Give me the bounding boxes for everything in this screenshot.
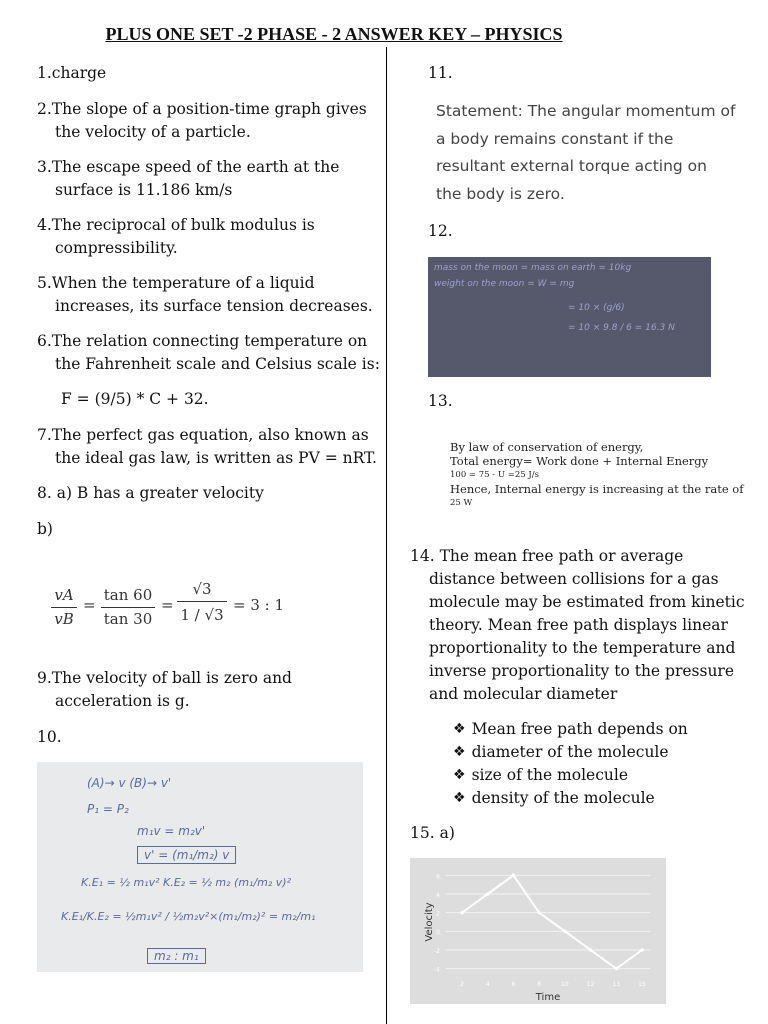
column-divider [386,47,387,1024]
answer-12-handwritten-photo: mass on the moon = mass on earth = 10kg weight on the moon = W = mg = 10 × (g/6) = 10 × 9.8 / 6 = 16.3 N [428,257,711,377]
answer-15a-label: 15. a) [410,824,455,842]
velocity-time-chart [410,858,666,1004]
x-tick-label: 6 [511,981,516,988]
x-tick-label: 15 [638,981,646,988]
page-title: PLUS ONE SET -2 PHASE - 2 ANSWER KEY – PHYSICS [105,24,563,44]
diamond-bullet-icon: ❖ [453,767,466,783]
answer-8a: 8. a) B has a greater velocity [37,484,264,502]
answer-3: 3.The escape speed of the earth at the surface is 11.186 km/s [37,158,340,199]
x-tick-label: 10 [561,981,569,988]
diamond-bullet-icon: ❖ [453,790,466,806]
data-point [537,911,541,915]
angular-momentum-statement: Statement: The angular momentum of a body remains constant if the resultant external torque acting on the body is zero. [436,102,736,203]
y-tick-label: 0 [436,929,440,937]
y-axis-label: Velocity [424,902,435,942]
mean-free-path-list [410,718,755,810]
data-point [589,948,593,952]
velocity-time-chart-svg [410,858,666,1004]
answer-4: 4.The reciprocal of bulk modulus is compressibility. [37,216,315,257]
answer-7: 7.The perfect gas equation, also known as the ideal gas law, is written as PV = nRT. [37,426,377,467]
data-point [640,948,644,952]
series-line [462,875,642,968]
x-tick-label: 12 [586,981,595,988]
answer-14: 14. The mean free path or average distance between collisions for a gas molecule may be estimated from kinetic theory. Mean free path displays linear proportionality to the temperature and inverse proportionality to the pressure and molecular diameter ❖ Mean free path depends on ❖ diameter of the molecule ❖ size of the molecule ❖ density of the molecule [410,545,755,810]
x-tick-label: 4 [485,981,490,988]
data-point [512,874,516,878]
diamond-bullet-icon: ❖ [453,744,466,760]
answer-6: 6.The relation connecting temperature on the Fahrenheit scale and Celsius scale is: [37,332,380,373]
list-item: ❖ density of the molecule [453,787,755,810]
answer-13-label: 13. [428,392,453,410]
list-item: ❖ Mean free path depends on [453,718,755,741]
answer-10-handwritten-photo: (A)→ v (B)→ v' P₁ = P₂ m₁v = m₂v' v' = (m₁/m₂) v K.E₁ = ½ m₁v² K.E₂ = ½ m₂ (m₁/m₂ v)² K.E₁/K.E₂ = ½m₁v² / ½m₂v²×(m₁/m₂)² = m₂/m₁ m₂ : m₁ [37,762,363,972]
answer-12-label: 12. [428,222,453,240]
answer-1: 1.charge [37,64,107,82]
answer-11-label: 11. [428,64,453,82]
y-tick-label: 2 [436,910,440,918]
data-point [460,911,464,915]
x-tick-label: 8 [537,981,542,988]
answer-10-label: 10. [37,728,62,746]
list-item: ❖ diameter of the molecule [453,741,755,764]
answer-2: 2.The slope of a position-time graph gives the velocity of a particle. [37,100,367,141]
y-tick-label: -4 [434,966,440,974]
x-axis-label: Time [535,992,561,1003]
answer-13-text: By law of conservation of energy, Total energy= Work done + Internal Energy 100 = 75 - U =25 J/s Hence, Internal energy is increasing at the rate of 25 W [450,440,744,508]
velocity-ratio-equation: vA vB = tan 60 tan 30 = √3 1 / √3 = 3 : 1 [51,574,331,634]
fahrenheit-formula: F = (9/5) * C + 32. [61,390,209,408]
y-tick-label: -2 [434,948,440,955]
list-item: ❖ size of the molecule [453,764,755,787]
diamond-bullet-icon: ❖ [453,721,466,737]
y-tick-label: 6 [436,873,440,881]
x-tick-label: 13 [612,981,621,988]
data-point [563,930,567,934]
x-tick-label: 2 [460,981,464,988]
answer-5: 5.When the temperature of a liquid increases, its surface tension decreases. [37,274,373,315]
y-tick-label: 4 [436,892,440,899]
answer-9: 9.The velocity of ball is zero and acceleration is g. [37,669,292,710]
data-point [614,967,618,971]
answer-8b-label: b) [37,520,53,538]
data-point [486,892,490,896]
